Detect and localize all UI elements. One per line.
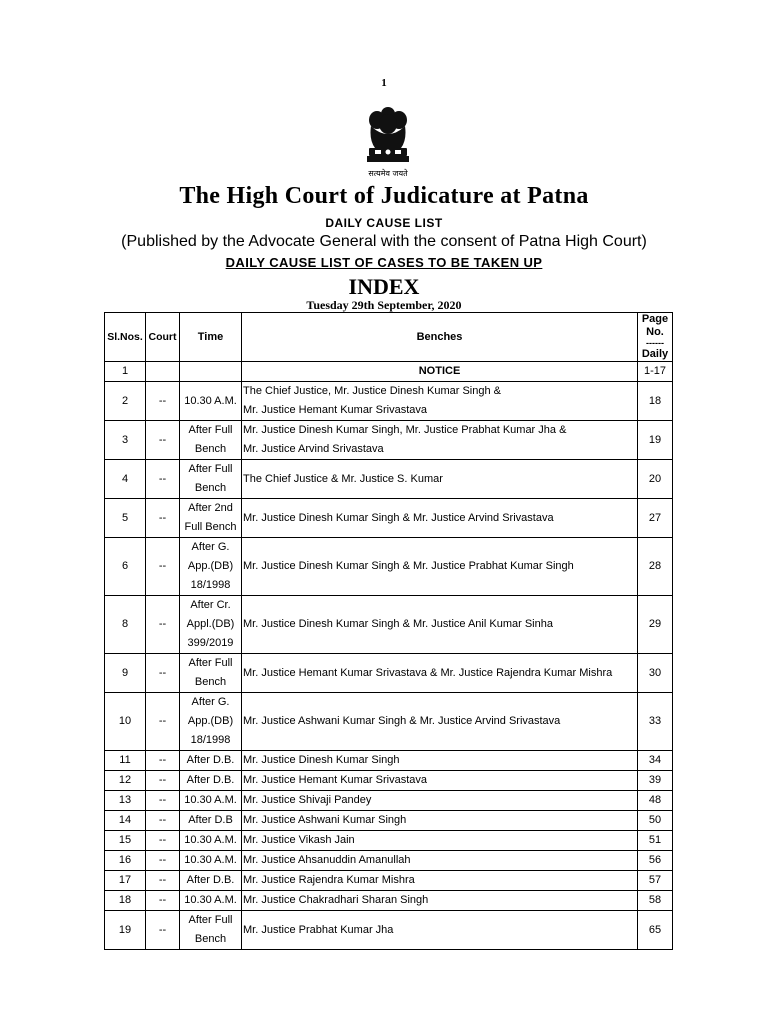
cell-time: After Full Bench [180,460,242,499]
cell-benches [242,891,638,911]
cell-benches [242,596,638,654]
table-row [105,421,673,460]
bench-line: Mr. Justice Dinesh Kumar Singh & Mr. Justice Prabhat Kumar Singh [243,560,574,572]
cell-benches [242,851,638,871]
cell-time: 10.30 A.M. [180,791,242,811]
header-court: Court [146,313,180,362]
list-date: Tuesday 29th September, 2020 [306,298,462,312]
bench-line: Mr. Justice Ahsanuddin Amanullah [243,854,411,866]
cell-benches [242,654,638,693]
cell-court: -- [146,771,180,791]
cell-page: 58 [638,891,673,911]
bench-line: The Chief Justice, Mr. Justice Dinesh Kumar Singh & [243,385,501,397]
table-row [105,891,673,911]
cell-benches [242,382,638,421]
table-row [105,596,673,654]
header-page [638,313,673,362]
cell-sl: 8 [105,596,146,654]
cell-sl: 1 [105,362,146,382]
cell-benches [242,911,638,950]
header-benches: Benches [242,313,638,362]
bench-line: Mr. Justice Ashwani Kumar Singh & Mr. Justice Arvind Srivastava [243,715,561,727]
table-row [105,831,673,851]
table-row [105,499,673,538]
cell-sl: 3 [105,421,146,460]
cell-court: -- [146,421,180,460]
cell-time: After G. App.(DB) 18/1998 [180,538,242,596]
subheading-text: DAILY CAUSE LIST OF CASES TO BE TAKEN UP [225,255,543,270]
cell-benches [242,751,638,771]
cell-page: 39 [638,771,673,791]
cell-court: -- [146,791,180,811]
bench-line: Mr. Justice Vikash Jain [243,834,355,846]
court-title: The High Court of Judicature at Patna [179,183,589,209]
bench-line: Mr. Justice Dinesh Kumar Singh [243,754,400,766]
emblem-caption: सत्यमेव जयते [368,169,408,178]
table-row [105,693,673,751]
cell-sl: 11 [105,751,146,771]
bench-line: Mr. Justice Shivaji Pandey [243,794,372,806]
bench-line: NOTICE [418,365,461,377]
table-row [105,851,673,871]
bench-line: Mr. Justice Dinesh Kumar Singh & Mr. Justice Arvind Srivastava [243,511,554,524]
cell-page: 27 [638,499,673,538]
cell-time: 10.30 A.M. [180,891,242,911]
cell-sl: 6 [105,538,146,596]
table-row [105,791,673,811]
cell-sl: 19 [105,911,146,950]
cell-time: After Full Bench [180,421,242,460]
cell-benches [242,362,638,382]
cell-time: 10.30 A.M. [180,831,242,851]
cell-sl: 5 [105,499,146,538]
cell-sl: 9 [105,654,146,693]
cell-sl: 17 [105,871,146,891]
bench-line: Mr. Justice Dinesh Kumar Singh, Mr. Justice Prabhat Kumar Jha & [243,424,567,436]
bench-line: Mr. Justice Rajendra Kumar Mishra [243,874,415,886]
header-page-line1: Page [641,313,669,325]
cell-page: 18 [638,382,673,421]
cell-page: 65 [638,911,673,950]
table-row [105,654,673,693]
cell-time: After D.B. [180,771,242,791]
cell-benches [242,871,638,891]
cell-page: 56 [638,851,673,871]
cell-benches [242,460,638,499]
cell-page: 20 [638,460,673,499]
cell-time: After Full Bench [180,911,242,950]
cell-benches [242,538,638,596]
cell-page: 33 [638,693,673,751]
cell-court: -- [146,831,180,851]
cell-benches [242,811,638,831]
table-row [105,871,673,891]
table-row [105,911,673,950]
cell-sl: 15 [105,831,146,851]
index-title: INDEX [348,274,420,299]
cell-time: After 2nd Full Bench [180,499,242,538]
table-row [105,771,673,791]
bench-line: Mr. Justice Hemant Kumar Srivastava [243,774,428,786]
bench-line: Mr. Justice Arvind Srivastava [243,443,384,455]
cell-page: 50 [638,811,673,831]
table-row [105,811,673,831]
cell-page: 34 [638,751,673,771]
header-sl: Sl.Nos. [105,313,146,362]
cell-time: After Cr. Appl.(DB) 399/2019 [180,596,242,654]
cell-court: -- [146,751,180,771]
cell-time: After D.B [180,811,242,831]
bench-line: Mr. Justice Prabhat Kumar Jha [243,923,394,936]
cell-page: 29 [638,596,673,654]
cell-sl: 16 [105,851,146,871]
table-row [105,362,673,382]
cell-page: 19 [638,421,673,460]
header-page-line2: No. [646,326,664,338]
cell-time: After G. App.(DB) 18/1998 [180,693,242,751]
bench-line: Mr. Justice Dinesh Kumar Singh & Mr. Justice Anil Kumar Sinha [243,618,553,630]
cell-benches [242,421,638,460]
cell-time: 10.30 A.M. [180,851,242,871]
bench-line: The Chief Justice & Mr. Justice S. Kumar [243,472,443,485]
index-table [104,312,673,950]
cell-benches [242,831,638,851]
bench-line: Mr. Justice Ashwani Kumar Singh [243,814,407,826]
cell-time [180,362,242,382]
cell-benches [242,771,638,791]
cell-court: -- [146,596,180,654]
table-row [105,382,673,421]
cell-court: -- [146,460,180,499]
cell-page: 48 [638,791,673,811]
cell-benches [242,791,638,811]
cell-sl: 14 [105,811,146,831]
cell-sl: 10 [105,693,146,751]
cell-page: 30 [638,654,673,693]
table-row [105,751,673,771]
cell-time: After Full Bench [180,654,242,693]
cell-benches [242,693,638,751]
cell-sl: 18 [105,891,146,911]
cell-court: -- [146,382,180,421]
cell-time: After D.B. [180,871,242,891]
cell-court: -- [146,693,180,751]
cell-court: -- [146,891,180,911]
cell-court: -- [146,851,180,871]
cell-court: -- [146,499,180,538]
cell-court [146,362,180,382]
published-note: (Published by the Advocate General with the consent of Patna High Court) [121,233,647,250]
table-row [105,460,673,499]
bench-line: Mr. Justice Hemant Kumar Srivastava [243,404,428,416]
index-table-body [105,362,673,950]
cell-time: After D.B. [180,751,242,771]
cell-time: 10.30 A.M. [180,382,242,421]
header-page-line3: ------ [646,338,664,348]
bench-line: Mr. Justice Chakradhari Sharan Singh [243,894,429,906]
table-row [105,538,673,596]
cell-page: 51 [638,831,673,851]
cell-sl: 13 [105,791,146,811]
cell-page: 57 [638,871,673,891]
header-time: Time [180,313,242,362]
subheading [0,254,768,272]
cell-sl: 2 [105,382,146,421]
cell-benches [242,499,638,538]
cell-sl: 4 [105,460,146,499]
page-number: 1 [381,77,387,89]
cell-court: -- [146,538,180,596]
cell-page: 28 [638,538,673,596]
cell-court: -- [146,871,180,891]
cell-sl: 12 [105,771,146,791]
daily-cause-list-label: DAILY CAUSE LIST [325,216,443,230]
cell-page: 1-17 [638,362,673,382]
table-header-row [105,313,673,362]
header-page-line4: Daily [641,348,669,360]
cell-court: -- [146,911,180,950]
cell-court: -- [146,811,180,831]
bench-line: Mr. Justice Hemant Kumar Srivastava & Mr. Justice Rajendra Kumar Mishra [243,666,613,679]
cell-court: -- [146,654,180,693]
